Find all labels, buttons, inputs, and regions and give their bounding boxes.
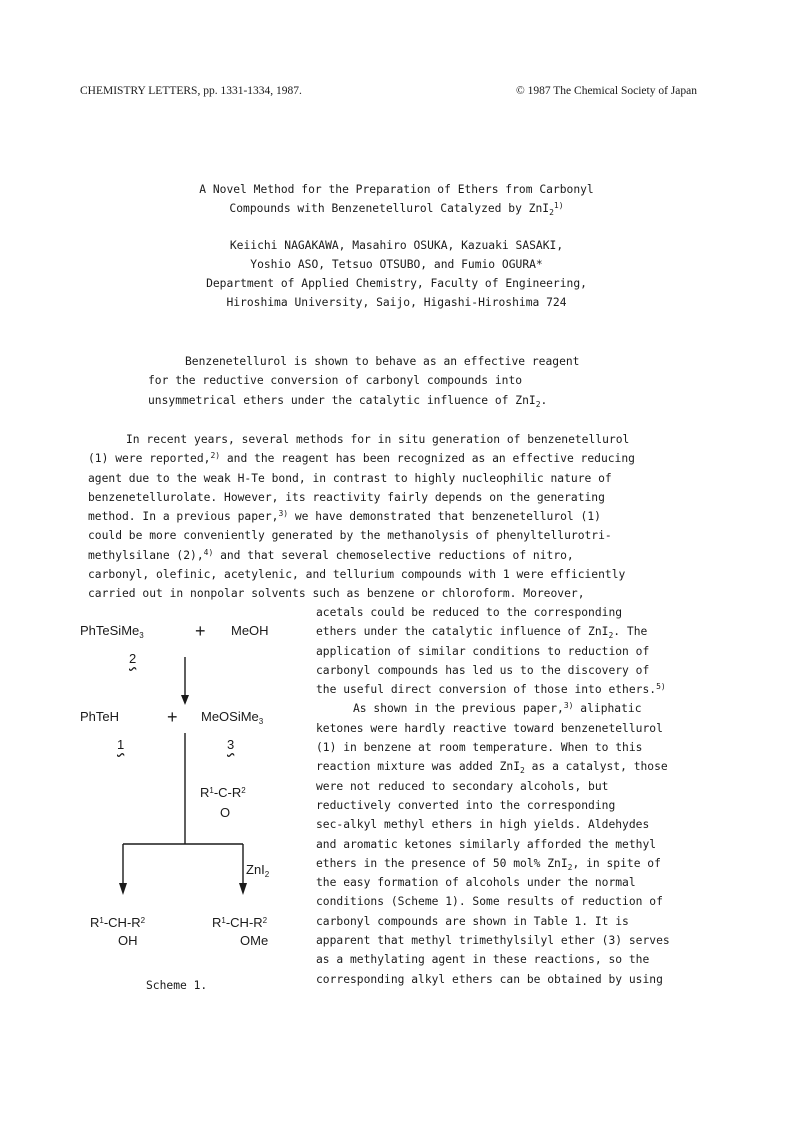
alcohol-product: $R^1-CH-R^2$ [90, 915, 146, 930]
copyright-notice: © 1987 The Chemical Society of Japan [516, 85, 697, 97]
paper-title [0, 180, 793, 218]
affiliation-line-1: Department of Applied Chemistry, Faculty of Engineering, [206, 277, 587, 290]
body-line: could be more conveniently generated by the methanolysis of phenyltellurotri- [88, 529, 612, 543]
body-line: (1) were reported,$^{2)}$ and the reagent has been recognized as an effective reducing [88, 451, 635, 466]
compound-number-2: 2 [129, 651, 137, 666]
column-line: acetals could be reduced to the corresponding [316, 606, 623, 619]
body-line: method. In a previous paper,$^{3)}$ we have demonstrated that benzenetellurol (1) [88, 509, 601, 524]
plus-sign: + [167, 707, 178, 727]
column-line: application of similar conditions to reduction of [316, 644, 650, 658]
column-line: ketones were hardly reactive toward benzenetellurol [316, 721, 663, 735]
column-line: sec-alkyl methyl ethers in high yields. Aldehydes [316, 818, 650, 832]
title-line-1: A Novel Method for the Preparation of Ethers from Carbonyl [199, 183, 594, 196]
body-line: carbonyl, olefinic, acetylenic, and tellurium compounds with 1 were efficiently [88, 568, 626, 582]
journal-citation: CHEMISTRY LETTERS, pp. 1331-1334, 1987. [80, 85, 302, 97]
body-line: agent due to the weak H-Te bond, in contrast to highly nucleophilic nature of [88, 471, 612, 485]
compound-number-3: 3 [227, 737, 235, 752]
product-methyl-trimethylsilyl-ether: MeOSiMe$_3$ [201, 709, 264, 726]
authors-line-1: Keiichi NAGAKAWA, Masahiro OSUKA, Kazuaki SASAKI, [229, 239, 564, 252]
column-line: carbonyl compounds are shown in Table 1. It is [316, 914, 629, 928]
column-line: conditions (Scheme 1). Some results of reduction of [316, 895, 663, 909]
column-line: reductively converted into the corresponding [316, 798, 616, 812]
column-line: corresponding alkyl ethers can be obtained by using [316, 972, 663, 986]
ether-ome-group: OMe [240, 933, 269, 948]
column-line: ethers in the presence of 50 mol% ZnI$_2$, in spite of [316, 856, 661, 872]
column-line: reaction mixture was added ZnI$_2$ as a catalyst, those [316, 760, 668, 776]
abstract-line-2: for the reductive conversion of carbonyl compounds into [148, 374, 523, 388]
plus-sign: + [195, 621, 206, 641]
abstract [148, 352, 579, 410]
scheme-caption: Scheme 1. [146, 979, 208, 992]
body-line: In recent years, several methods for in situ generation of benzenetellurol [126, 433, 630, 446]
column-line: the useful direct conversion of those into ethers.$^{5)}$ [316, 682, 666, 697]
column-line: carbonyl compounds has led us to the discovery of [316, 663, 650, 677]
column-line: (1) in benzene at room temperature. When to this [316, 741, 643, 755]
column-line: As shown in the previous paper,$^{3)}$ aliphatic [353, 701, 642, 716]
affiliation-line-2: Hiroshima University, Saijo, Higashi-Hiroshima 724 [226, 296, 567, 309]
catalyst-label: ZnI$_2$ [246, 862, 270, 879]
scheme-arrows [80, 615, 310, 995]
abstract-line-1: Benzenetellurol is shown to behave as an effective reagent [185, 355, 580, 368]
author-block [0, 236, 793, 312]
product-benzenetellurol: PhTeH [80, 709, 120, 724]
alcohol-oh-group: OH [118, 933, 138, 948]
body-line: carried out in nonpolar solvents such as benzene or chloroform. Moreover, [88, 587, 585, 601]
carbonyl-compound: $R^1-C-R^2$ [200, 785, 246, 800]
abstract-line-3: unsymmetrical ethers under the catalytic influence of ZnI$_2$. [148, 393, 548, 409]
carbonyl-oxygen: O [220, 805, 231, 820]
body-line: benzenetellurolate. However, its reactivity fairly depends on the generating [88, 490, 605, 504]
body-line: methylsilane (2),$^{4)}$ and that several chemoselective reductions of nitro, [88, 547, 574, 562]
column-line: were not reduced to secondary alcohols, but [316, 779, 609, 793]
column-line: apparent that methyl trimethylsilyl ether (3) serves [316, 934, 670, 948]
column-line: as a methylating agent in these reactions, so the [316, 953, 650, 967]
ether-product: $R^1-CH-R^2$ [212, 915, 268, 930]
authors-line-2: Yoshio ASO, Tetsuo OTSUBO, and Fumio OGURA* [250, 258, 543, 271]
reagent-phenyltellurotrimethylsilane: PhTeSiMe$_3$ [80, 623, 144, 640]
body-paragraph [88, 430, 635, 604]
column-line: and aromatic ketones similarly afforded the methyl [316, 837, 657, 851]
reagent-methanol: MeOH [231, 623, 269, 638]
right-column-text [316, 603, 670, 989]
scheme-1 [80, 615, 310, 1025]
title-line-2: Compounds with Benzenetellurol Catalyzed by ZnI$_2^{1)}$ [229, 201, 564, 217]
column-line: ethers under the catalytic influence of ZnI$_2$. The [316, 625, 648, 641]
column-line: the easy formation of alcohols under the normal [316, 876, 636, 890]
compound-number-1: 1 [117, 737, 125, 752]
